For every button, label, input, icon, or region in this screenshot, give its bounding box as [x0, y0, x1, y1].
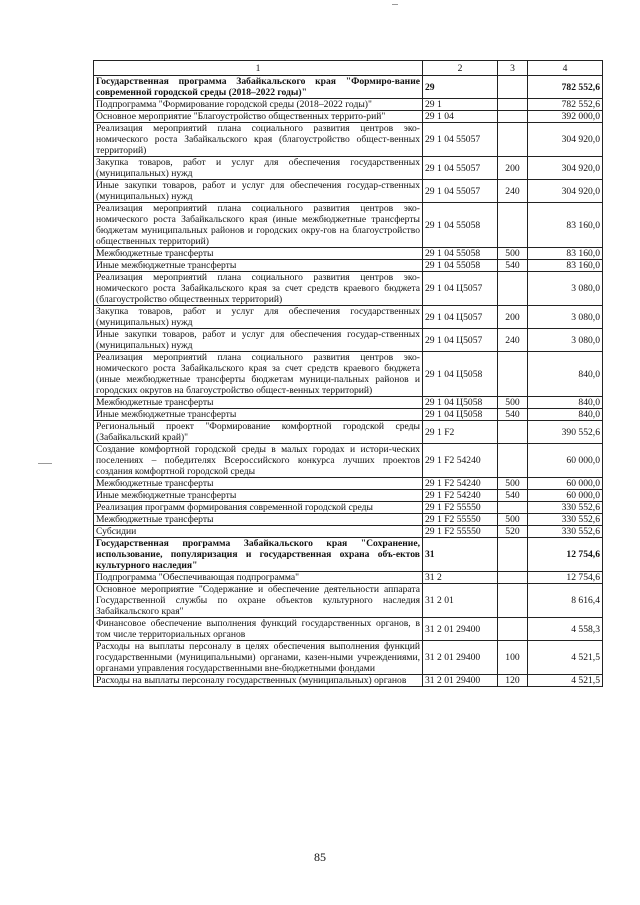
row-name-cell: Государственная программа Забайкальского края "Формиро-вание современной городской среды (2018–2022 годы)"	[94, 76, 423, 99]
row-code-cell: 29 1 04 Ц5057	[423, 329, 498, 352]
row-sum-cell: 3 080,0	[528, 272, 603, 306]
row-name-cell: Иные закупки товаров, работ и услуг для обеспечения государ-ственных (муниципальных) нужд	[94, 329, 423, 352]
table-row	[94, 203, 603, 248]
row-vr-cell	[498, 572, 528, 584]
row-sum-cell: 4 521,5	[528, 641, 603, 675]
row-sum-cell: 840,0	[528, 397, 603, 409]
row-sum-cell: 83 160,0	[528, 203, 603, 248]
row-name-cell: Подпрограмма "Обеспечивающая подпрограмма"	[94, 572, 423, 584]
row-name-cell: Закупка товаров, работ и услуг для обеспечения государственных (муниципальных) нужд	[94, 306, 423, 329]
table-row	[94, 260, 603, 272]
row-vr-cell: 200	[498, 306, 528, 329]
row-sum-cell: 83 160,0	[528, 248, 603, 260]
row-vr-cell: 240	[498, 180, 528, 203]
row-name-cell: Реализация мероприятий плана социального развития центров эко-номического роста Забайкальского края за счет средств краевого бюджета (иные межбюджетные трансферты бюджетам муници-пальных районов и городских округов на благоустройство общест-венных территорий)	[94, 352, 423, 397]
row-sum-cell: 392 000,0	[528, 111, 603, 123]
table-row	[94, 352, 603, 397]
row-vr-cell: 540	[498, 490, 528, 502]
row-sum-cell: 4 521,5	[528, 675, 603, 687]
budget-table-body	[94, 61, 603, 687]
row-code-cell: 29 1 04 55057	[423, 123, 498, 157]
row-sum-cell: 330 552,6	[528, 526, 603, 538]
row-sum-cell: 330 552,6	[528, 514, 603, 526]
row-vr-cell: 240	[498, 329, 528, 352]
table-row	[94, 584, 603, 618]
row-name-cell: Основное мероприятие "Содержание и обеспечение деятельности аппарата Государственной службы по охране объектов культурного наследия Забайкальского края"	[94, 584, 423, 618]
row-code-cell: 29 1 04 Ц5058	[423, 352, 498, 397]
row-sum-cell: 4 558,3	[528, 618, 603, 641]
table-row	[94, 444, 603, 478]
row-name-cell: Межбюджетные трансферты	[94, 248, 423, 260]
table-row	[94, 397, 603, 409]
row-code-cell: 31	[423, 538, 498, 572]
row-name-cell: Межбюджетные трансферты	[94, 397, 423, 409]
table-row	[94, 111, 603, 123]
table-row	[94, 490, 603, 502]
table-row	[94, 421, 603, 444]
row-code-cell: 29 1 04 Ц5058	[423, 397, 498, 409]
row-sum-cell: 3 080,0	[528, 329, 603, 352]
row-vr-cell	[498, 123, 528, 157]
row-name-cell: Региональный проект "Формирование комфортной городской среды (Забайкальский край)"	[94, 421, 423, 444]
row-vr-cell: 500	[498, 478, 528, 490]
row-name-cell: Иные межбюджетные трансферты	[94, 260, 423, 272]
row-sum-cell: 304 920,0	[528, 157, 603, 180]
row-code-cell: 29 1 04 Ц5058	[423, 409, 498, 421]
table-row	[94, 272, 603, 306]
row-vr-cell: 500	[498, 514, 528, 526]
table-row	[94, 123, 603, 157]
header-col-4: 4	[528, 61, 603, 76]
row-code-cell: 29 1 04 Ц5057	[423, 272, 498, 306]
row-sum-cell: 304 920,0	[528, 180, 603, 203]
table-header-row	[94, 61, 603, 76]
row-vr-cell	[498, 111, 528, 123]
row-code-cell: 29	[423, 76, 498, 99]
row-name-cell: Межбюджетные трансферты	[94, 514, 423, 526]
table-row	[94, 329, 603, 352]
row-vr-cell	[498, 538, 528, 572]
row-code-cell: 29 1	[423, 99, 498, 111]
row-code-cell: 31 2 01 29400	[423, 618, 498, 641]
row-vr-cell: 540	[498, 260, 528, 272]
row-sum-cell: 60 000,0	[528, 478, 603, 490]
row-name-cell: Финансовое обеспечение выполнения функций государственных органов, в том числе территориальных органов	[94, 618, 423, 641]
table-row	[94, 572, 603, 584]
row-name-cell: Реализация мероприятий плана социального развития центров эко-номического роста Забайкальского края за счет средств краевого бюджета (благоустройство общественных территорий)	[94, 272, 423, 306]
row-code-cell: 29 1 F2 54240	[423, 444, 498, 478]
row-vr-cell	[498, 618, 528, 641]
row-code-cell: 29 1 04 55057	[423, 180, 498, 203]
row-sum-cell: 12 754,6	[528, 572, 603, 584]
row-name-cell: Государственная программа Забайкальского края "Сохранение, использование, популяризация и государственная охрана объ-ектов культурного наследия"	[94, 538, 423, 572]
row-sum-cell: 304 920,0	[528, 123, 603, 157]
row-sum-cell: 3 080,0	[528, 306, 603, 329]
row-name-cell: Закупка товаров, работ и услуг для обеспечения государственных (муниципальных) нужд	[94, 157, 423, 180]
row-name-cell: Подпрограмма "Формирование городской среды (2018–2022 годы)"	[94, 99, 423, 111]
row-code-cell: 29 1 04	[423, 111, 498, 123]
row-vr-cell	[498, 272, 528, 306]
row-sum-cell: 840,0	[528, 409, 603, 421]
header-col-2: 2	[423, 61, 498, 76]
row-code-cell: 29 1 F2 54240	[423, 490, 498, 502]
row-vr-cell	[498, 99, 528, 111]
row-code-cell: 29 1 04 55058	[423, 260, 498, 272]
row-sum-cell: 60 000,0	[528, 490, 603, 502]
table-row	[94, 478, 603, 490]
row-sum-cell: 8 616,4	[528, 584, 603, 618]
row-vr-cell	[498, 203, 528, 248]
row-vr-cell	[498, 444, 528, 478]
header-col-1: 1	[94, 61, 423, 76]
table-row	[94, 409, 603, 421]
row-sum-cell: 840,0	[528, 352, 603, 397]
row-sum-cell: 60 000,0	[528, 444, 603, 478]
row-name-cell: Межбюджетные трансферты	[94, 478, 423, 490]
row-code-cell: 29 1 04 Ц5057	[423, 306, 498, 329]
row-vr-cell: 520	[498, 526, 528, 538]
row-name-cell: Расходы на выплаты персоналу государственных (муниципальных) органов	[94, 675, 423, 687]
row-code-cell: 31 2	[423, 572, 498, 584]
row-code-cell: 31 2 01 29400	[423, 675, 498, 687]
page-number: 85	[314, 850, 326, 864]
row-sum-cell: 330 552,6	[528, 502, 603, 514]
row-sum-cell: 12 754,6	[528, 538, 603, 572]
row-name-cell: Основное мероприятие "Благоустройство общественных террито-рий"	[94, 111, 423, 123]
row-vr-cell	[498, 584, 528, 618]
row-vr-cell	[498, 76, 528, 99]
row-name-cell: Расходы на выплаты персоналу в целях обеспечения выполнения функций государственными (муниципальными) органами, казен-ными учреждениями, органами управления государственными вне-бюджетными фондами	[94, 641, 423, 675]
row-vr-cell: 500	[498, 397, 528, 409]
row-vr-cell: 200	[498, 157, 528, 180]
row-vr-cell: 120	[498, 675, 528, 687]
row-sum-cell: 782 552,6	[528, 99, 603, 111]
row-vr-cell	[498, 502, 528, 514]
row-vr-cell: 500	[498, 248, 528, 260]
row-vr-cell: 540	[498, 409, 528, 421]
row-code-cell: 29 1 F2 54240	[423, 478, 498, 490]
table-row	[94, 514, 603, 526]
row-sum-cell: 390 552,6	[528, 421, 603, 444]
table-row	[94, 76, 603, 99]
table-row	[94, 180, 603, 203]
row-name-cell: Реализация мероприятий плана социального развития центров эко-номического роста Забайкальского края (благоустройство общест-венных территорий)	[94, 123, 423, 157]
table-row	[94, 526, 603, 538]
row-vr-cell	[498, 421, 528, 444]
row-vr-cell	[498, 352, 528, 397]
row-sum-cell: 83 160,0	[528, 260, 603, 272]
table-row	[94, 618, 603, 641]
table-row	[94, 538, 603, 572]
header-col-3: 3	[498, 61, 528, 76]
row-code-cell: 29 1 F2 55550	[423, 502, 498, 514]
row-name-cell: Реализация программ формирования современной городской среды	[94, 502, 423, 514]
table-row	[94, 675, 603, 687]
row-code-cell: 31 2 01	[423, 584, 498, 618]
row-code-cell: 29 1 F2 55550	[423, 514, 498, 526]
scan-mark-left	[38, 463, 52, 464]
row-code-cell: 29 1 04 55057	[423, 157, 498, 180]
scan-mark-top	[392, 4, 398, 5]
row-name-cell: Реализация мероприятий плана социального развития центров эко-номического роста Забайкальского края (иные межбюджетные трансферты бюджетам муниципальных районов и городских окру-гов на благоустройство общественных территорий)	[94, 203, 423, 248]
table-row	[94, 641, 603, 675]
table-row	[94, 157, 603, 180]
row-name-cell: Иные закупки товаров, работ и услуг для обеспечения государ-ственных (муниципальных) нужд	[94, 180, 423, 203]
row-sum-cell: 782 552,6	[528, 76, 603, 99]
row-code-cell: 29 1 04 55058	[423, 203, 498, 248]
row-code-cell: 31 2 01 29400	[423, 641, 498, 675]
row-name-cell: Иные межбюджетные трансферты	[94, 409, 423, 421]
row-name-cell: Создание комфортной городской среды в малых городах и истори-ческих поселениях – победителях Всероссийского конкурса лучших проектов создания комфортной городской среды	[94, 444, 423, 478]
table-row	[94, 502, 603, 514]
row-vr-cell: 100	[498, 641, 528, 675]
row-name-cell: Субсидии	[94, 526, 423, 538]
row-code-cell: 29 1 F2	[423, 421, 498, 444]
row-name-cell: Иные межбюджетные трансферты	[94, 490, 423, 502]
table-row	[94, 248, 603, 260]
row-code-cell: 29 1 F2 55550	[423, 526, 498, 538]
table-row	[94, 306, 603, 329]
budget-table	[93, 60, 603, 687]
row-code-cell: 29 1 04 55058	[423, 248, 498, 260]
table-row	[94, 99, 603, 111]
